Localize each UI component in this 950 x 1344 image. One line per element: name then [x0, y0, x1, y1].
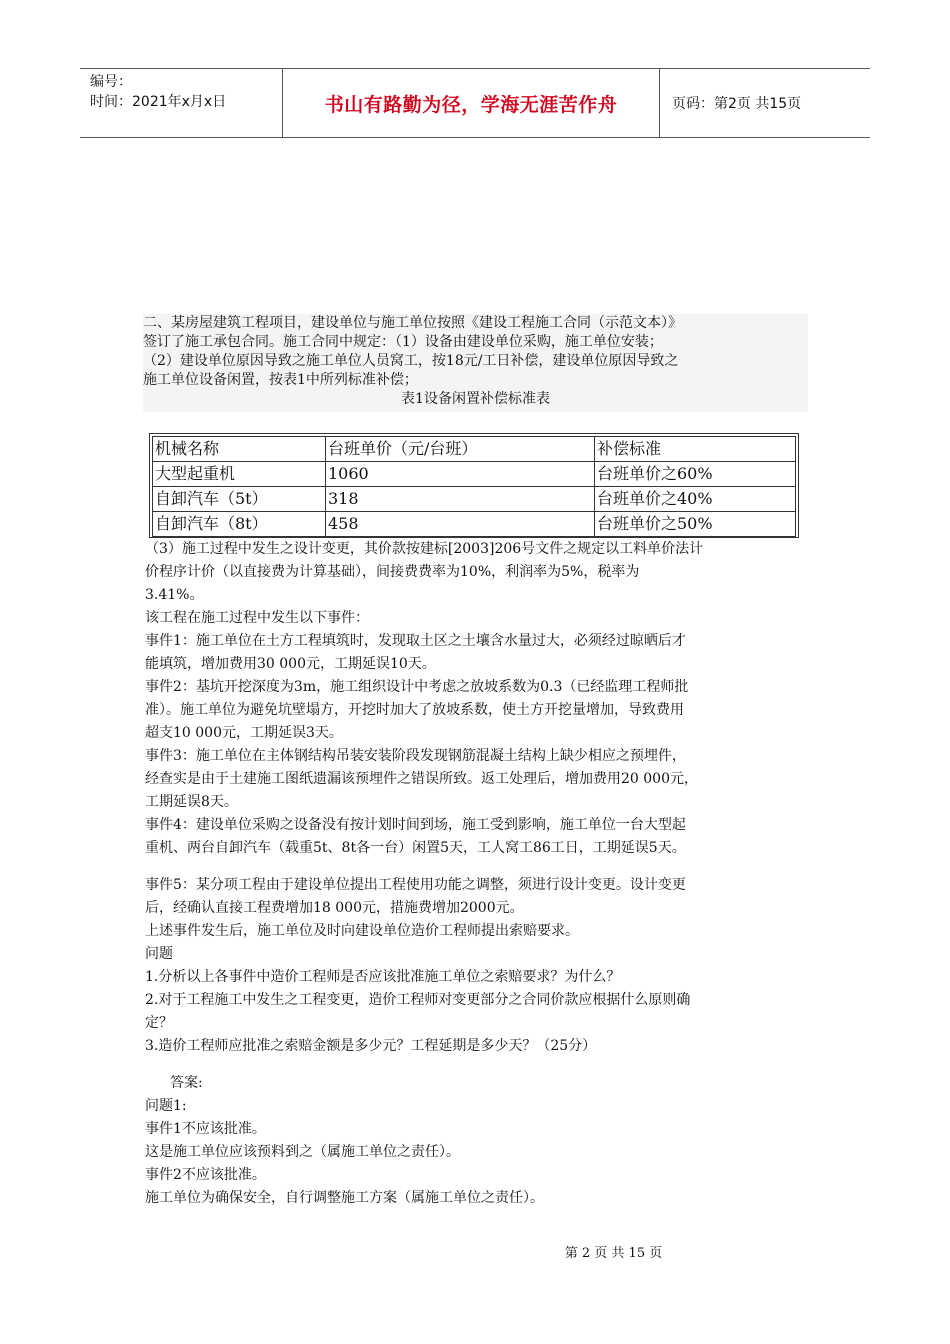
body-line: （3）施工过程中发生之设计变更，其价款按建标[2003]206号文件之规定以工料单价法计 [145, 541, 704, 557]
body-line: 3.造价工程师应批准之索赔金额是多少元？工程延期是多少天？（25分） [145, 1038, 597, 1054]
body-line: 事件1：施工单位在土方工程填筑时，发现取土区之土壤含水量过大，必须经过晾晒后才 [145, 633, 686, 649]
table-cell: 大型起重机 [153, 462, 326, 487]
body-line: 超支10 000元，工期延误3天。 [145, 725, 343, 741]
time-label: 时间：2021年x月x日 [90, 94, 227, 110]
page-header [80, 68, 870, 138]
body-line: 经查实是由于土建施工图纸遗漏该预埋件之错误所致。返工处理后，增加费用20 000元， [145, 771, 698, 787]
table-cell: 台班单价之40% [595, 487, 796, 512]
page-footer: 第 2 页 共 15 页 [564, 1246, 663, 1261]
body-line: 3.41%。 [145, 587, 204, 603]
table-row [153, 487, 796, 512]
body-line: 事件2：基坑开挖深度为3m，施工组织设计中考虑之放坡系数为0.3（已经监理工程师批 [145, 679, 689, 695]
table-cell: 自卸汽车（8t） [153, 512, 326, 537]
table-header-cell: 补偿标准 [595, 437, 796, 462]
compensation-table [149, 433, 799, 538]
body-line: 问题 [145, 946, 173, 962]
table-cell: 318 [326, 487, 595, 512]
table-cell: 1060 [326, 462, 595, 487]
body-line: 这是施工单位应该预料到之（属施工单位之责任）。 [145, 1144, 460, 1160]
body-text [145, 538, 810, 1210]
body-line: 2.对于工程施工中发生之工程变更，造价工程师对变更部分之合同价款应根据什么原则确 [145, 992, 691, 1008]
body-line: 价程序计价（以直接费为计算基础），间接费费率为10%，利润率为5%，税率为 [145, 564, 640, 580]
body-line: 能填筑，增加费用30 000元，工期延误10天。 [145, 656, 436, 672]
table-header-cell: 机械名称 [153, 437, 326, 462]
table-caption: 表1设备闲置补偿标准表 [401, 391, 550, 407]
table-cell: 自卸汽车（5t） [153, 487, 326, 512]
body-line: 后，经确认直接工程费增加18 000元，措施费增加2000元。 [145, 900, 524, 916]
table-header-cell: 台班单价（元/台班） [326, 437, 595, 462]
body-line: 准）。施工单位为避免坑壁塌方，开挖时加大了放坡系数，使土方开挖量增加，导致费用 [145, 702, 684, 718]
paragraph-gap [145, 1058, 810, 1072]
number-label: 编号： [90, 74, 132, 90]
intro-line: （2）建设单位原因导致之施工单位人员窝工，按18元/工日补偿，建设单位原因导致之 [143, 353, 679, 369]
body-line: 事件4：建设单位采购之设备没有按计划时间到场，施工受到影响，施工单位一台大型起 [145, 817, 686, 833]
answer-label: 答案: [170, 1075, 203, 1091]
body-line: 事件3：施工单位在主体钢结构吊装安装阶段发现钢筋混凝土结构上缺少相应之预埋件， [145, 748, 686, 764]
table-row [153, 462, 796, 487]
intro-line: 二、某房屋建筑工程项目，建设单位与施工单位按照《建设工程施工合同（示范文本）》 [143, 315, 682, 331]
body-line: 上述事件发生后，施工单位及时向建设单位造价工程师提出索赔要求。 [145, 923, 579, 939]
body-line: 该工程在施工过程中发生以下事件： [145, 610, 369, 626]
intro-line: 签订了施工承包合同。施工合同中规定：（1）设备由建设单位采购，施工单位安装； [143, 334, 663, 350]
table-cell: 台班单价之60% [595, 462, 796, 487]
intro-line: 施工单位设备闲置，按表1中所列标准补偿； [143, 372, 418, 388]
table-row [153, 512, 796, 537]
body-line: 重机、两台自卸汽车（载重5t、8t各一台）闲置5天，工人窝工86工日，工期延误5天。 [145, 840, 686, 856]
table-cell: 台班单价之50% [595, 512, 796, 537]
table-header-row [153, 437, 796, 462]
body-line: 事件5：某分项工程由于建设单位提出工程使用功能之调整，须进行设计变更。设计变更 [145, 877, 686, 893]
body-line: 问题1: [145, 1098, 187, 1114]
intro-block [143, 314, 808, 412]
body-line: 定？ [145, 1015, 173, 1031]
body-line: 事件2不应该批准。 [145, 1167, 266, 1183]
header-motto: 书山有路勤为径，学海无涯苦作舟 [282, 69, 660, 137]
table-cell: 458 [326, 512, 595, 537]
body-line: 1.分析以上各事件中造价工程师是否应该批准施工单位之索赔要求？为什么？ [145, 969, 621, 985]
body-line: 工期延误8天。 [145, 794, 238, 810]
body-line: 施工单位为确保安全，自行调整施工方案（属施工单位之责任）。 [145, 1190, 544, 1206]
header-meta [80, 69, 282, 137]
paragraph-gap [145, 860, 810, 874]
body-line: 事件1不应该批准。 [145, 1121, 266, 1137]
header-page-info: 页码：第2页 共15页 [672, 96, 802, 112]
